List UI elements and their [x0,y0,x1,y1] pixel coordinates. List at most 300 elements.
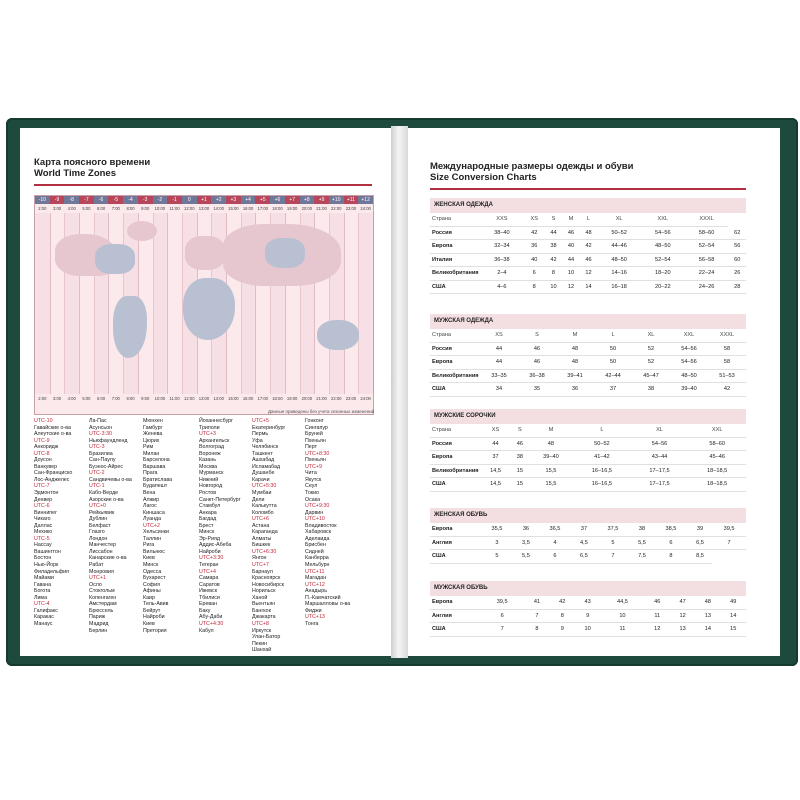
zone-time-label: 10:00 [154,396,166,401]
size-cell: 44–46 [597,240,641,254]
zone-time-label: 22:00 [331,206,342,211]
zone-time-label: 7:00 [111,206,120,211]
column-header: Страна [430,213,480,226]
city-name: Ростов [199,490,217,497]
size-cell: 4,5 [572,536,596,550]
city-name: Каракас [34,614,54,621]
column-header: M [562,213,580,226]
size-cell: 36 [524,240,545,254]
city-name: Анкоридж [34,444,59,451]
city-name: Цюрих [143,437,160,444]
size-cell: 48 [556,342,594,356]
size-cell: 56 [728,240,746,254]
size-cell: 3,5 [514,536,538,550]
column-header: S [511,424,529,437]
table-row [430,369,746,383]
size-cell: 51–53 [708,369,746,383]
size-cell: 37,5 [596,523,630,536]
city-name: Волгоград [199,444,225,451]
size-cell: 48 [695,596,720,609]
zone-time-label: 16:00 [242,206,254,211]
utc-offset-label: UTC+8 [252,620,269,627]
row-country: Европа [430,451,480,465]
zone-offset-label: +7 [285,196,300,204]
size-cell: 14,5 [480,478,511,492]
zone-time-label: 19:00 [286,206,298,211]
zone-offset-label: +5 [255,196,270,204]
zone-time-label: 6:00 [97,396,106,401]
city-name: Дублин [89,516,108,523]
city-name: Перт [305,444,318,451]
city-name: Триполи [199,424,220,431]
zone-offset-label: -7 [79,196,94,204]
city-name: Нью-Йорк [34,562,59,569]
city-name: Кабо-Верде [89,490,119,497]
city-name: Прага [143,470,158,477]
city-name: Багдад [199,516,217,523]
row-country: Россия [430,342,480,356]
column-header: M [529,424,573,437]
zone-time-label: 7:00 [111,396,120,401]
city-column [252,418,285,654]
size-cell: 14–16 [597,267,641,281]
size-cell: 58 [708,356,746,370]
city-name: Осака [305,496,321,503]
city-name: Брисбен [305,542,326,549]
utc-offset-label: UTC+6 [252,516,269,523]
size-cell: 58–60 [688,437,746,451]
size-cell: 49 [721,596,746,609]
size-cell: 52–54 [641,253,685,267]
utc-offset-label: UTC-3:30 [89,431,112,438]
utc-offset-label: UTC+5:30 [252,483,277,490]
city-name: Ньюфаундленд [89,437,128,444]
size-cell: 46 [580,253,598,267]
size-cell: 18–20 [641,267,685,281]
city-name: Осло [89,581,102,588]
size-table [430,329,746,397]
city-name: Лиссабон [89,548,113,555]
city-name: Мумбаи [252,490,272,497]
zone-time-label: 14:00 [213,206,224,211]
city-name: Бостон [34,555,52,562]
zone-offset-label: +6 [270,196,285,204]
greenland-landmass [127,221,157,241]
city-name: Доусон [34,457,52,464]
size-cell: 15,5 [529,464,573,478]
size-section [430,508,746,564]
size-cell: 47 [670,596,695,609]
city-name: Эр-Рияд [199,535,220,542]
size-cell: 54–56 [641,226,685,240]
central-asia-landmass [265,238,305,268]
size-cell: 48 [529,437,573,451]
utc-offset-label: UTC+9:30 [305,503,330,510]
size-cell: 18–18,5 [688,478,746,492]
size-cell: 44 [480,356,518,370]
city-name: Санкт-Петербург [199,496,241,503]
city-name: Лагос [143,503,157,510]
utc-offset-label: UTC+13 [305,614,325,621]
city-name: Тбилиси [199,594,220,601]
city-name: Рабат [89,562,104,569]
size-cell: 28 [728,280,746,294]
city-name: Эдмонтон [34,490,59,497]
size-cell: 45–47 [632,369,670,383]
zone-offset-label: -9 [50,196,65,204]
utc-offset-label: UTC+5 [252,418,269,424]
zone-time-label: 8:00 [126,396,135,401]
column-header: XXL [670,329,708,342]
city-name: Будапешт [143,483,168,490]
zone-time-label: 11:00 [169,396,180,401]
table-row [430,536,746,550]
city-name: Мельбурн [305,562,330,569]
city-name: Исламабад [252,463,281,470]
city-name: Магадан [305,575,327,582]
row-country: Италия [430,253,480,267]
city-name: Бангкок [252,607,271,614]
size-cell: 6 [538,550,572,564]
size-cell: 36–38 [518,369,556,383]
row-country: США [430,383,480,397]
table-row [430,550,746,564]
city-name: Янгон [252,555,267,562]
zone-time-label: 23:00 [345,206,357,211]
zone-time-label: 16:00 [242,396,254,401]
size-cell: 14,5 [480,464,511,478]
city-name: Мадрид [89,620,109,627]
city-name: Амстердам [89,601,117,608]
city-name: Ханой [252,594,268,601]
city-name: Якутск [305,476,322,483]
size-cell: 48 [580,226,598,240]
size-cell: 16–16,5 [573,464,631,478]
size-cell: 44,5 [600,596,644,609]
row-country: США [430,623,480,637]
zone-time-label: 12:00 [184,396,195,401]
size-cell: 44 [562,253,580,267]
city-name: Шанхай [252,647,272,654]
zone-offset-label: -4 [123,196,138,204]
zone-time-label: 4:00 [67,206,76,211]
size-cell: 54–56 [670,356,708,370]
city-name: Бейрут [143,607,161,614]
city-name: Сан-Франциско [34,470,73,477]
size-cell: 36,5 [538,523,572,536]
city-name: Абу-Даби [199,614,223,621]
size-cell: 8 [550,609,575,623]
zone-offset-label: +2 [211,196,226,204]
city-name: Екатеринбург [252,424,286,431]
utc-offset-label: UTC-4 [34,601,50,608]
size-cell: 52–54 [685,240,729,254]
city-column [34,418,72,628]
size-cell: 9 [575,609,600,623]
city-name: Челябинск [252,444,279,451]
city-name: Бишкек [252,542,271,549]
size-cell: 7,5 [630,550,654,564]
city-name: Иркутск [252,627,272,634]
section-title: ЖЕНСКАЯ ОДЕЖДА [430,198,746,213]
size-section [430,198,746,294]
size-cell: 42 [708,383,746,397]
zone-offset-label: -6 [94,196,109,204]
zone-time-label: 18:00 [272,206,283,211]
column-header: XL [631,424,689,437]
size-cell: 15,5 [529,478,573,492]
europe-landmass [185,236,225,270]
size-cell: 4 [538,536,572,550]
city-name: Манаус [34,620,53,627]
city-name: Таллин [143,535,162,542]
left-header-rule [34,184,372,186]
right-header-rule [430,188,746,190]
zone-band [167,213,183,394]
utc-offset-label: UTC-6 [34,503,50,510]
size-cell: 13 [695,609,720,623]
zone-time-label: 3:00 [52,396,62,401]
city-name: Сеул [305,483,318,490]
size-cell: 17–17,5 [631,478,689,492]
city-name: Богота [34,588,51,595]
zone-band [153,213,169,394]
city-name: Дарвин [305,509,324,516]
utc-offset-label: UTC+0 [89,503,106,510]
city-name: Берлин [89,627,108,634]
zone-offset-label: -10 [35,196,50,204]
size-charts-title-ru: Международные размеры одежды и обуви [430,161,634,172]
city-name: Манчестер [89,542,116,549]
city-name: Ашхабад [252,457,275,464]
utc-offset-label: UTC+9 [305,463,322,470]
city-name: Барселона [143,457,170,464]
city-name: Ла-Пас [89,418,107,424]
city-name: Мурманск [199,470,224,477]
city-name: Найроби [199,548,221,555]
city-name: Душанбе [252,470,275,477]
size-cell: 15 [511,464,529,478]
table-row [430,609,746,623]
city-name: Братислава [143,476,173,483]
city-name: Гамбург [143,424,163,431]
size-cell: 46 [645,596,670,609]
zone-time-label: 18:00 [272,396,283,401]
city-name: Стокгольм [89,588,115,595]
zone-time-label: 19:00 [286,396,298,401]
zone-offset-label: +3 [226,196,241,204]
city-name: Пхеньян [305,437,326,444]
size-cell: 17–17,5 [631,464,689,478]
size-cell: 15 [721,623,746,637]
size-cell: 12 [580,267,598,281]
zone-offset-label: +9 [314,196,329,204]
city-name: Хабаровск [305,529,331,536]
city-name: Сингапур [305,424,328,431]
city-name: Найроби [143,614,165,621]
size-cell: 60 [728,253,746,267]
size-cell: 44 [545,226,563,240]
city-name: Чикаго [34,516,51,523]
city-name: Претория [143,627,167,634]
size-cell: 35,5 [480,523,514,536]
city-name: Уфа [252,437,263,444]
size-table [430,523,746,564]
city-name: Копенгаген [89,594,117,601]
table-row [430,523,746,536]
table-row [430,342,746,356]
zone-time-label: 9:00 [141,396,150,401]
city-name: Каир [143,594,155,601]
size-cell: 42–44 [594,369,632,383]
city-name: Астана [252,522,270,529]
size-section [430,581,746,637]
city-name: Канарские о-ва [89,555,127,562]
column-header: S [545,213,563,226]
column-header: XXXL [685,213,729,226]
city-name: Саратов [199,581,220,588]
size-cell: 36 [556,383,594,397]
size-cell: 7 [480,623,524,637]
city-name: Мехико [34,529,53,536]
city-name: Анадырь [305,588,328,595]
column-header: S [518,329,556,342]
zone-time-label: 13:00 [198,396,210,401]
size-cell: 46 [518,342,556,356]
city-name: Минск [199,529,215,536]
city-name: Белфаст [89,522,111,529]
utc-offset-label: UTC-7 [34,483,50,490]
table-row [430,240,746,254]
city-name: Маршалловы о-ва [305,601,351,608]
row-country: Россия [430,226,480,240]
city-name: Архангельск [199,437,230,444]
city-name: Женева [143,431,163,438]
city-name: Калькутта [252,503,277,510]
size-cell: 54–56 [670,342,708,356]
row-country: Великобритания [430,267,480,281]
size-cell: 8,5 [688,550,712,564]
size-cell: 7 [596,550,630,564]
zone-time-label: 5:00 [82,396,91,401]
size-cell: 10 [600,609,644,623]
time-zones-title-en: World Time Zones [34,168,116,179]
row-country: Англия [430,536,480,550]
zone-time-label: 15:00 [228,396,239,401]
city-name: Рим [143,444,154,451]
city-name: Вьентьян [252,601,276,608]
zone-time-label: 2:00 [38,206,47,211]
utc-offset-label: UTC+4 [199,568,216,575]
table-row [430,596,746,609]
city-name: Лос-Анджелес [34,476,70,483]
zone-band [35,213,51,394]
city-name: София [143,581,160,588]
city-name: Сандвичевы о-ва [89,476,132,483]
size-cell: 39 [688,523,712,536]
zone-offset-label: +12 [358,196,373,204]
size-cell: 6 [524,267,545,281]
size-cell: 6 [480,609,524,623]
zone-time-label: 17:00 [257,396,268,401]
city-name: Хельсинки [143,529,169,536]
city-name: Улан-Батор [252,634,281,641]
row-country: Великобритания [430,369,480,383]
city-name: Тонга [305,620,319,627]
city-name: Гавайские о-ва [34,424,71,431]
utc-offset-label: UTC+3 [199,431,216,438]
city-name: Пхеньян [305,457,326,464]
size-cell: 14 [695,623,720,637]
city-name: Казань [199,457,217,464]
city-name: Караганда [252,529,278,536]
city-name: Тель-Авив [143,601,169,608]
city-name: Коломбо [252,509,274,516]
size-cell: 6 [654,536,688,550]
row-country: Великобритания [430,464,480,478]
size-cell: 33–35 [480,369,518,383]
zone-time-label: 17:00 [257,206,268,211]
city-name: Бруней [305,431,323,438]
zone-offset-label: -8 [64,196,79,204]
size-cell: 40 [524,253,545,267]
city-name: Одесса [143,568,162,575]
utc-offset-label: UTC+3:30 [199,555,224,562]
size-cell: 50–52 [597,226,641,240]
zone-time-label: 6:00 [97,206,106,211]
zone-time-label: 2:00 [38,396,47,401]
table-header-row [430,424,746,437]
city-name: Алжир [143,496,160,503]
size-cell: 36–38 [480,253,524,267]
size-cell: 12 [670,609,695,623]
size-cell: 41–42 [573,451,631,465]
size-cell: 10 [562,267,580,281]
city-name: Афины [143,588,161,595]
city-name: Буэнос-Айрес [89,463,123,470]
size-cell: 7 [524,609,549,623]
size-cell: 40 [562,240,580,254]
size-cell: 15 [511,478,529,492]
size-cell: 38 [630,523,654,536]
size-cell: 6,5 [572,550,596,564]
zone-offset-label: -5 [108,196,123,204]
zone-time-label: 11:00 [169,206,180,211]
column-header: XL [597,213,641,226]
city-name: Киншаса [143,509,165,516]
size-cell: 10 [545,280,563,294]
size-cell: 37 [594,383,632,397]
map-caption: Данные приведены без учета сезонных изменений [268,409,375,414]
column-header: L [573,424,631,437]
zone-time-label: 3:00 [52,206,62,211]
column-header: XXL [641,213,685,226]
city-name: Глазго [89,529,105,536]
size-cell: 9 [550,623,575,637]
table-row [430,623,746,637]
zone-time-label: 21:00 [316,396,327,401]
city-name: Париж [89,614,106,621]
size-cell: 42 [580,240,598,254]
utc-offset-label: UTC-5 [34,535,50,542]
size-cell: 58–60 [685,226,729,240]
size-cell: 8 [524,280,545,294]
size-cell: 36 [514,523,538,536]
city-name: Кабул [199,627,214,634]
zone-offset-label: -3 [138,196,153,204]
utc-offset-label: UTC-2 [89,470,105,477]
city-name: Новосибирск [252,581,284,588]
